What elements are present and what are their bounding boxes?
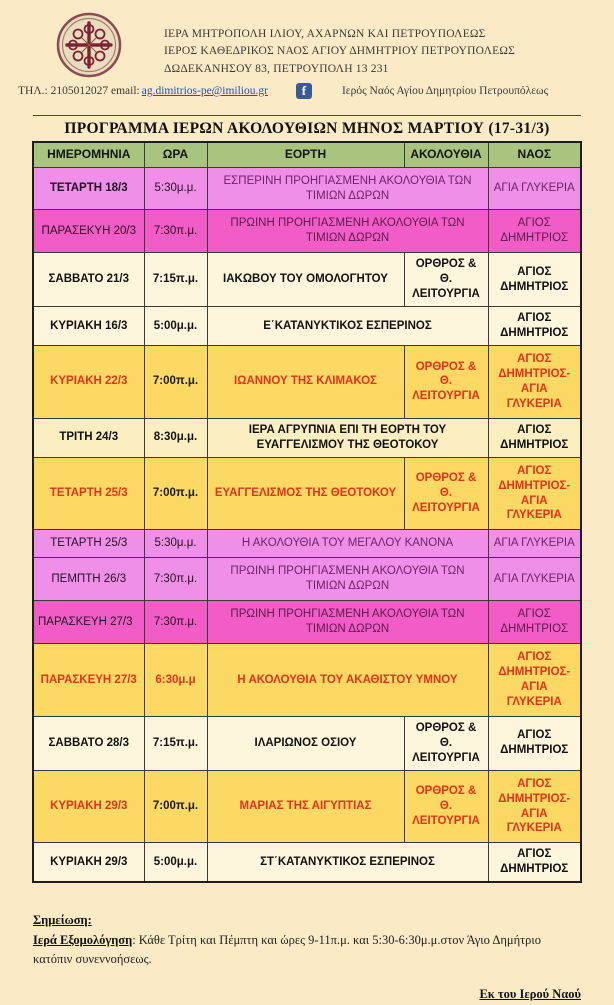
church-emblem-logo [56, 12, 122, 78]
cell-church: ΑΓΙΟΣ ΔΗΜΗΤΡΙΟΣ- ΑΓΙΑ ΓΛΥΚΕΡΙΑ [488, 346, 581, 419]
table-row [33, 770, 581, 843]
cell-date: ΚΥΡΙΑΚΗ 29/3 [33, 843, 144, 882]
cathedral-line: ΙΕΡΟΣ ΚΑΘΕΔΡΙΚΟΣ ΝΑΟΣ ΑΓΙΟΥ ΔΗΜΗΤΡΙΟΥ ΠΕΤΡΟΥΠΟΛΕΩΣ [164, 45, 516, 58]
cell-date: ΠΕΜΠΤΗ 26/3 [33, 558, 144, 601]
cell-date: ΠΑΡΑΣΕΚΥΗ 20/3 [33, 210, 144, 253]
cell-service: ΟΡΘΡΟΣ & Θ. ΛΕΙΤΟΥΡΓΙΑ [404, 770, 488, 843]
cell-time: 7:00π.μ. [144, 346, 207, 419]
cell-feast: ΙΩΑΝΝΟΥ ΤΗΣ ΚΛΙΜΑΚΟΣ [207, 346, 404, 419]
cell-time: 5:30μ.μ. [144, 167, 207, 210]
column-header-date: ΗΜΕΡΟΜΗΝΙΑ [33, 142, 144, 167]
cell-service: ΟΡΘΡΟΣ & Θ. ΛΕΙΤΟΥΡΓΙΑ [404, 716, 488, 770]
cell-service: ΟΡΘΡΟΣ & Θ. ΛΕΙΤΟΥΡΓΙΑ [404, 346, 488, 419]
table-row [33, 716, 581, 770]
cell-feast: Η ΑΚΟΛΟΥΘΙΑ ΤΟΥ ΜΕΓΑΛΟΥ ΚΑΝΟΝΑ [207, 530, 488, 558]
table-row [33, 644, 581, 717]
cell-date: ΚΥΡΙΑΚΗ 22/3 [33, 346, 144, 419]
cell-date: ΚΥΡΙΑΚΗ 16/3 [33, 307, 144, 346]
confession-label: Ιερά Εξομολόγηση [33, 932, 133, 947]
cell-church: ΑΓΙΟΣ ΔΗΜΗΤΡΙΟΣ [488, 253, 581, 307]
cell-church: ΑΓΙΟΣ ΔΗΜΗΤΡΙΟΣ [488, 307, 581, 346]
table-row [33, 253, 581, 307]
metropolis-line: ΙΕΡΑ ΜΗΤΡΟΠΟΛΗ ΙΛΙΟΥ, ΑΧΑΡΝΩΝ ΚΑΙ ΠΕΤΡΟΥΠΟΛΕΩΣ [164, 28, 486, 40]
table-header-row [33, 142, 581, 167]
cell-church: ΑΓΙΟΣ ΔΗΜΗΤΡΙΟΣ- ΑΓΙΑ ΓΛΥΚΕΡΙΑ [488, 770, 581, 843]
contact-line [18, 83, 596, 99]
facebook-icon[interactable]: f [296, 83, 312, 99]
cell-time: 5:00μ.μ. [144, 307, 207, 346]
cell-date: ΤΕΤΑΡΤΗ 25/3 [33, 457, 144, 530]
cell-feast: ΙΕΡΑ ΑΓΡΥΠΝΙΑ ΕΠΙ ΤΗ ΕΟΡΤΗ ΤΟΥ ΕΥΑΓΓΕΛΙΣΜΟΥ ΤΗΣ ΘΕΟΤΟΚΟΥ [207, 418, 488, 457]
confession-text: : Κάθε Τρίτη και Πέμπτη και ώρες 9-11π.μ. και 5:30-6:30μ.μ.στον Άγιο Δημήτριο κατόπιν συνεννοήσεως. [33, 932, 542, 967]
table-row [33, 558, 581, 601]
note-heading: Σημείωση: [33, 913, 92, 928]
cell-church: ΑΓΙΟΣ ΔΗΜΗΤΡΙΟΣ [488, 716, 581, 770]
cell-feast: ΙΑΚΩΒΟΥ ΤΟΥ ΟΜΟΛΟΓΗΤΟΥ [207, 253, 404, 307]
table-row [33, 530, 581, 558]
table-row [33, 346, 581, 419]
cell-church: ΑΓΙΟΣ ΔΗΜΗΤΡΙΟΣ [488, 418, 581, 457]
notes-section [33, 911, 581, 1005]
cell-church: ΑΓΙΟΣ ΔΗΜΗΤΡΙΟΣ [488, 601, 581, 644]
cell-time: 7:00π.μ. [144, 457, 207, 530]
cell-time: 7:30π.μ. [144, 210, 207, 253]
cell-church: ΑΓΙΑ ΓΛΥΚΕΡΙΑ [488, 530, 581, 558]
cell-feast: Η ΑΚΟΛΟΥΘΙΑ ΤΟΥ ΑΚΑΘΙΣΤΟΥ ΥΜΝΟΥ [207, 644, 488, 717]
column-header-service: ΑΚΟΛΟΥΘΙΑ [404, 142, 488, 167]
cell-date: ΠΑΡΑΣΚΕΥΗ 27/3 [33, 601, 144, 644]
column-header-church: ΝΑΟΣ [488, 142, 581, 167]
cell-church: ΑΓΙΑ ΓΛΥΚΕΡΙΑ [488, 167, 581, 210]
email-link[interactable]: ag.dimitrios-pe@imiliou.gr [141, 85, 268, 97]
cell-feast: ΙΛΑΡΙΩΝΟΣ ΟΣΙΟΥ [207, 716, 404, 770]
cell-church: ΑΓΙΟΣ ΔΗΜΗΤΡΙΟΣ [488, 210, 581, 253]
cell-feast: ΣΤ΄ΚΑΤΑΝΥΚΤΙΚΟΣ ΕΣΠΕΡΙΝΟΣ [207, 843, 488, 882]
cell-date: ΤΕΤΑΡΤΗ 18/3 [33, 167, 144, 210]
cell-time: 5:30μ.μ. [144, 530, 207, 558]
cell-time: 7:30π.μ. [144, 558, 207, 601]
cell-date: ΤΡΙΤΗ 24/3 [33, 418, 144, 457]
facebook-page-name: Ιερός Ναός Αγίου Δημητρίου Πετρουπόλεως [341, 85, 549, 97]
cell-feast: ΠΡΩΙΝΗ ΠΡΟΗΓΙΑΣΜΕΝΗ ΑΚΟΛΟΥΘΙΑ ΤΩΝ ΤΙΜΙΩΝ ΔΩΡΩΝ [207, 601, 488, 644]
confession-note [33, 931, 581, 970]
signoff: Εκ του Ιερού Ναού [479, 987, 581, 1002]
table-row [33, 307, 581, 346]
cell-time: 7:15π.μ. [144, 253, 207, 307]
cell-date: ΚΥΡΙΑΚΗ 29/3 [33, 770, 144, 843]
cell-time: 7:15π.μ. [144, 716, 207, 770]
cell-date: ΣΑΒΒΑΤΟ 21/3 [33, 253, 144, 307]
divider-line [33, 115, 581, 116]
table-row [33, 418, 581, 457]
cell-date: ΠΑΡΑΣΚΕΥΗ 27/3 [33, 644, 144, 717]
cell-church: ΑΓΙΟΣ ΔΗΜΗΤΡΙΟΣ [488, 843, 581, 882]
cell-feast: ΜΑΡΙΑΣ ΤΗΣ ΑΙΓΥΠΤΙΑΣ [207, 770, 404, 843]
cell-church: ΑΓΙΟΣ ΔΗΜΗΤΡΙΟΣ- ΑΓΙΑ ΓΛΥΚΕΡΙΑ [488, 457, 581, 530]
table-row [33, 457, 581, 530]
cell-church: ΑΓΙΟΣ ΔΗΜΗΤΡΙΟΣ- ΑΓΙΑ ΓΛΥΚΕΡΙΑ [488, 644, 581, 717]
cell-date: ΤΕΤΑΡΤΗ 25/3 [33, 530, 144, 558]
cell-time: 5:00μ.μ. [144, 843, 207, 882]
cell-time: 7:00π.μ. [144, 770, 207, 843]
column-header-feast: ΕΟΡΤΗ [207, 142, 404, 167]
table-row [33, 843, 581, 882]
cell-feast: Ε΄ΚΑΤΑΝΥΚΤΙΚΟΣ ΕΣΠΕΡΙΝΟΣ [207, 307, 488, 346]
table-row [33, 167, 581, 210]
cell-church: ΑΓΙΑ ΓΛΥΚΕΡΙΑ [488, 558, 581, 601]
cell-service: ΟΡΘΡΟΣ & Θ. ΛΕΙΤΟΥΡΓΙΑ [404, 457, 488, 530]
letterhead [18, 10, 596, 78]
table-row [33, 210, 581, 253]
cell-time: 6:30μ.μ [144, 644, 207, 717]
cell-feast: ΠΡΩΙΝΗ ΠΡΟΗΓΙΑΣΜΕΝΗ ΑΚΟΛΟΥΘΙΑ ΤΩΝ ΤΙΜΙΩΝ ΔΩΡΩΝ [207, 210, 488, 253]
cell-feast: ΠΡΩΙΝΗ ΠΡΟΗΓΙΑΣΜΕΝΗ ΑΚΟΛΟΥΘΙΑ ΤΩΝ ΤΙΜΙΩΝ ΔΩΡΩΝ [207, 558, 488, 601]
column-header-time: ΩΡΑ [144, 142, 207, 167]
cell-date: ΣΑΒΒΑΤΟ 28/3 [33, 716, 144, 770]
cell-feast: ΕΥΑΓΓΕΛΙΣΜΟΣ ΤΗΣ ΘΕΟΤΟΚΟΥ [207, 457, 404, 530]
cell-feast: ΕΣΠΕΡΙΝΗ ΠΡΟΗΓΙΑΣΜΕΝΗ ΑΚΟΛΟΥΘΙΑ ΤΩΝ ΤΙΜΙΩΝ ΔΩΡΩΝ [207, 167, 488, 210]
letterhead-text [164, 26, 515, 78]
cell-time: 7:30π.μ. [144, 601, 207, 644]
page-title: ΠΡΟΓΡΑΜΜΑ ΙΕΡΩΝ ΑΚΟΛΟΥΘΙΩΝ ΜΗΝΟΣ ΜΑΡΤΙΟΥ (17-31/3) [64, 120, 550, 137]
services-schedule-table [32, 141, 582, 883]
cell-service: ΟΡΘΡΟΣ & Θ. ΛΕΙΤΟΥΡΓΙΑ [404, 253, 488, 307]
table-row [33, 601, 581, 644]
phone-email-prefix: ΤΗΛ.: 2105012027 email: [18, 85, 140, 97]
address-line: ΔΩΔΕΚΑΝΗΣΟΥ 83, ΠΕΤΡΟΥΠΟΛΗ 13 231 [164, 62, 389, 75]
cell-time: 8:30μ.μ. [144, 418, 207, 457]
